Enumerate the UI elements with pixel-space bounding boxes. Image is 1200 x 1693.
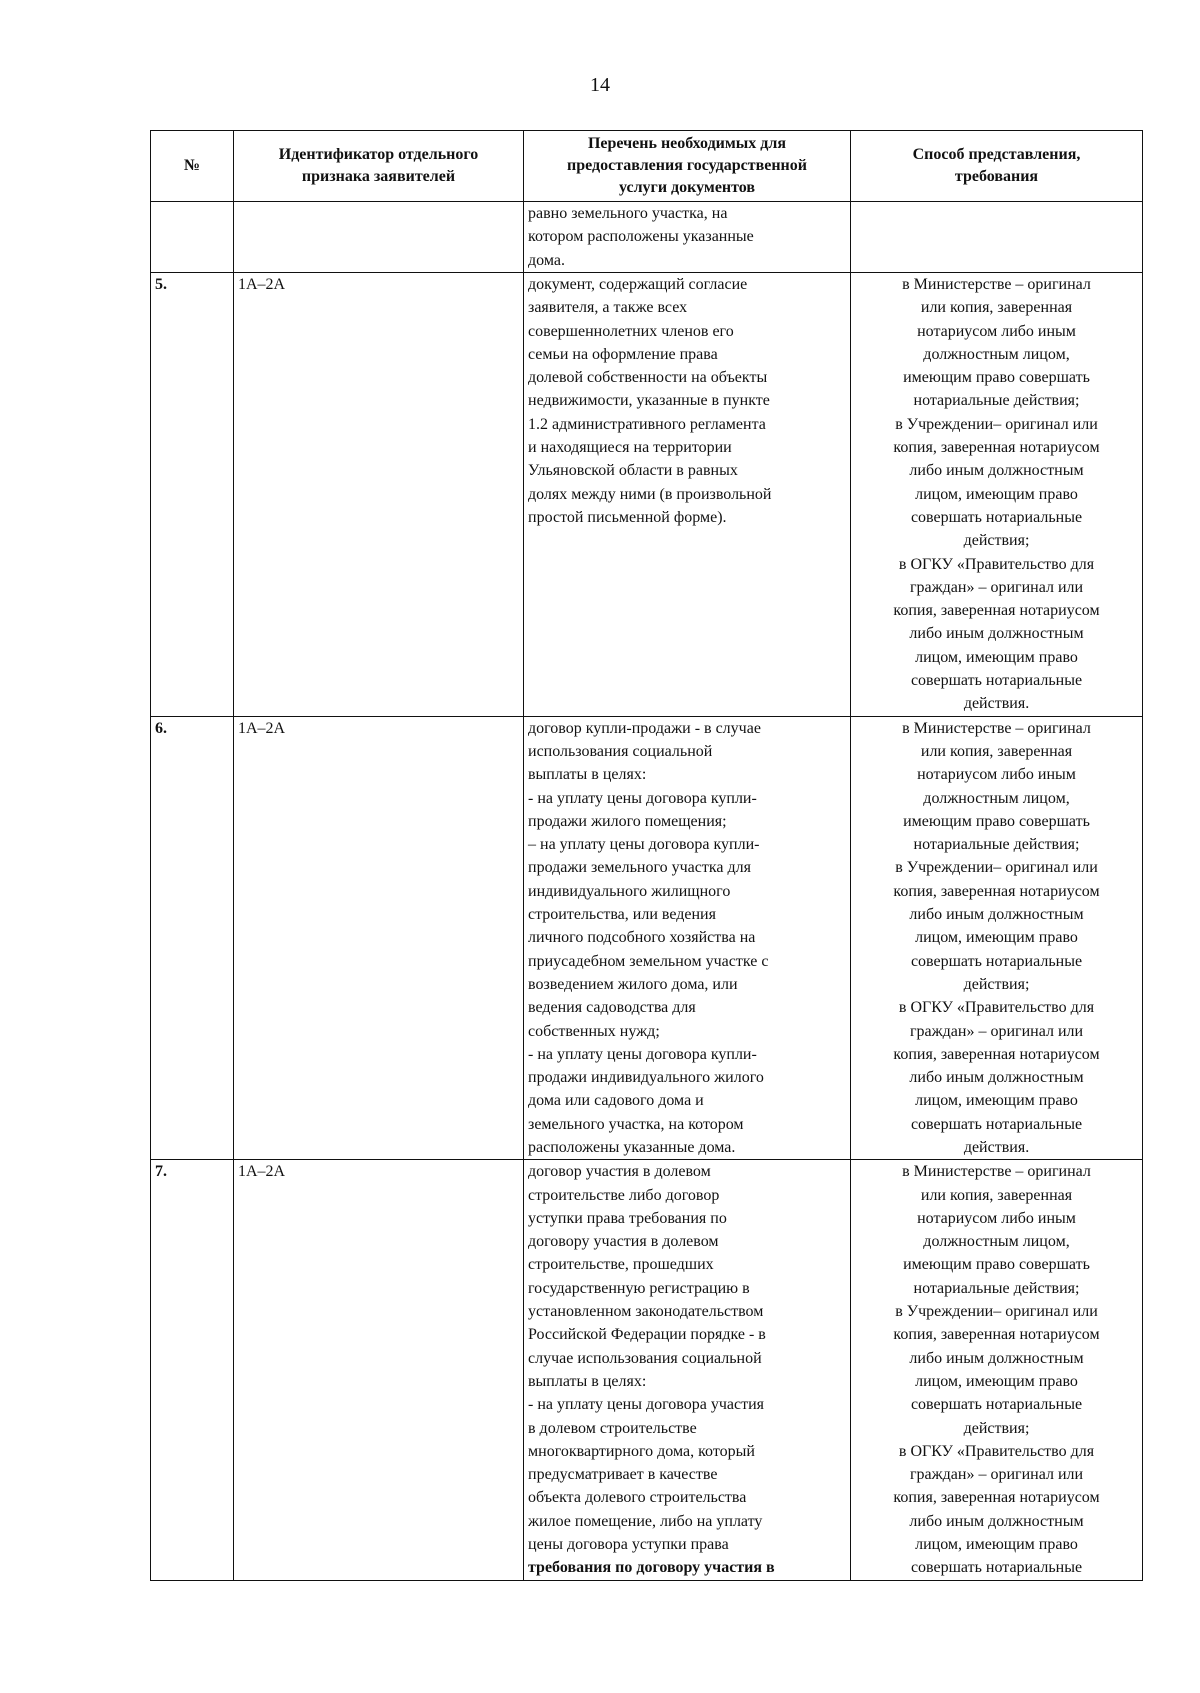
method-line: копия, заверенная нотариусом xyxy=(893,882,1100,900)
method-line: лицом, имеющим право xyxy=(915,1372,1078,1390)
documents-line: продажи жилого помещения; xyxy=(528,812,727,830)
method-line: должностным лицом, xyxy=(923,789,1070,807)
documents-line: документ, содержащий согласие xyxy=(528,276,748,293)
method-line: в Министерстве – оригинал xyxy=(902,1163,1091,1181)
documents-line: - на уплату цены договора купли- xyxy=(528,789,757,807)
method-line: в Министерстве – оригинал xyxy=(902,719,1091,737)
documents-line: цены договора уступки права xyxy=(528,1536,729,1554)
cell-identifier xyxy=(234,202,524,273)
table-header-row xyxy=(151,131,1143,202)
documents-line: возведением жилого дома, или xyxy=(528,975,738,993)
page-number: 14 xyxy=(590,74,610,96)
documents-line: долевой собственности на объекты xyxy=(528,369,768,387)
documents-line: – на уплату цены договора купли- xyxy=(528,836,760,854)
documents-line: долях между ними (в произвольной xyxy=(528,485,772,503)
cell-identifier: 1А–2А xyxy=(234,273,524,717)
method-line: в Учреждении– оригинал или xyxy=(895,859,1098,877)
method-line: копия, заверенная нотариусом xyxy=(893,1489,1100,1507)
documents-line: объекта долевого строительства xyxy=(528,1489,747,1507)
documents-line: и находящиеся на территории xyxy=(528,439,732,457)
method-line: нотариусом либо иным xyxy=(917,1209,1076,1227)
documents-line: уступки права требования по xyxy=(528,1209,727,1227)
documents-line: простой письменной форме). xyxy=(528,508,727,526)
method-line: имеющим право совершать xyxy=(903,812,1090,830)
method-line: действия; xyxy=(963,975,1030,993)
header-num: № xyxy=(151,131,234,202)
method-line: лицом, имеющим право xyxy=(915,648,1078,666)
documents-line: совершеннолетних членов его xyxy=(528,322,734,340)
method-line: или копия, заверенная xyxy=(920,299,1073,317)
method-line: нотариальные действия; xyxy=(913,392,1080,410)
documents-line: - на уплату цены договора купли- xyxy=(528,1045,757,1063)
method-line: имеющим право совершать xyxy=(903,1256,1090,1274)
documents-line: расположены указанные дома. xyxy=(528,1138,736,1156)
documents-line: приусадебном земельном участке с xyxy=(528,952,769,970)
documents-line: 1.2 административного регламента xyxy=(528,415,766,433)
documents-line: договор участия в долевом xyxy=(528,1163,711,1181)
documents-line: собственных нужд; xyxy=(528,1022,660,1040)
cell-identifier: 1А–2А xyxy=(234,1160,524,1580)
method-line: лицом, имеющим право xyxy=(915,929,1078,947)
documents-line: случае использования социальной xyxy=(528,1349,762,1367)
method-line: копия, заверенная нотариусом xyxy=(893,1045,1100,1063)
cell-documents: равно земельного участка, на котором расположены указанные дома. xyxy=(524,202,851,273)
header-documents: Перечень необходимых для предоставления государственной услуги документов xyxy=(524,131,851,202)
method-line: нотариусом либо иным xyxy=(917,322,1076,340)
method-line: действия; xyxy=(963,1419,1030,1437)
method-line: в Учреждении– оригинал или xyxy=(895,415,1098,433)
documents-line: строительства, или ведения xyxy=(528,906,716,924)
method-line: нотариальные действия; xyxy=(913,1279,1080,1297)
documents-line: в долевом строительстве xyxy=(528,1419,697,1437)
method-line: в ОГКУ «Правительство для xyxy=(898,999,1095,1017)
documents-line: жилое помещение, либо на уплату xyxy=(528,1512,763,1530)
documents-line: Российской Федерации порядке - в xyxy=(528,1326,766,1344)
method-line: либо иным должностным xyxy=(909,1069,1084,1087)
cell-num: 5. xyxy=(151,273,234,717)
method-line: совершать нотариальные xyxy=(910,952,1083,970)
documents-line: семьи на оформление права xyxy=(528,345,718,363)
method-line: совершать нотариальные xyxy=(910,1396,1083,1414)
method-line: копия, заверенная нотариусом xyxy=(893,602,1100,620)
method-line: действия. xyxy=(963,1138,1030,1156)
table-row xyxy=(151,1160,1143,1580)
documents-line: продажи земельного участка для xyxy=(528,859,751,877)
cell-documents xyxy=(524,1160,851,1580)
documents-line: строительстве, прошедших xyxy=(528,1256,714,1274)
method-line: либо иным должностным xyxy=(909,1349,1084,1367)
cell-num xyxy=(151,202,234,273)
cell-method xyxy=(851,1160,1143,1580)
method-line: лицом, имеющим право xyxy=(915,1536,1078,1554)
table-row xyxy=(151,273,1143,717)
method-line: действия; xyxy=(963,532,1030,550)
documents-line: ведения садоводства для xyxy=(528,999,696,1017)
cell-documents xyxy=(524,273,851,717)
documents-line: договору участия в долевом xyxy=(528,1233,719,1251)
documents-line: государственную регистрацию в xyxy=(528,1279,750,1297)
method-line: в Министерстве – оригинал xyxy=(902,276,1091,293)
method-line: или копия, заверенная xyxy=(920,742,1073,760)
method-line: копия, заверенная нотариусом xyxy=(893,1326,1100,1344)
method-line: должностным лицом, xyxy=(923,1233,1070,1251)
documents-line: многоквартирного дома, который xyxy=(528,1442,755,1460)
documents-line: требования по договору участия в xyxy=(528,1559,775,1577)
method-line: либо иным должностным xyxy=(909,625,1084,643)
method-line: имеющим право совершать xyxy=(903,369,1090,387)
method-line: или копия, заверенная xyxy=(920,1186,1073,1204)
cell-num: 7. xyxy=(151,1160,234,1580)
method-line: в ОГКУ «Правительство для xyxy=(898,1442,1095,1460)
documents-line: личного подсобного хозяйства на xyxy=(528,929,756,947)
documents-line: выплаты в целях: xyxy=(528,1372,647,1390)
cell-num: 6. xyxy=(151,716,234,1160)
header-method: Способ представления, требования xyxy=(851,131,1143,202)
cell-method xyxy=(851,273,1143,717)
documents-line: строительстве либо договор xyxy=(528,1186,720,1204)
documents-line: использования социальной xyxy=(528,742,713,760)
table-row-continuation xyxy=(151,202,1143,273)
cell-method xyxy=(851,716,1143,1160)
documents-line: предусматривает в качестве xyxy=(528,1466,718,1484)
documents-line: установленном законодательством xyxy=(528,1303,764,1321)
requirements-table xyxy=(150,130,1143,1581)
method-line: нотариальные действия; xyxy=(913,836,1080,854)
documents-line: договор купли-продажи - в случае xyxy=(528,719,761,737)
method-line: действия. xyxy=(963,695,1030,713)
method-line: либо иным должностным xyxy=(909,1512,1084,1530)
cell-method xyxy=(851,202,1143,273)
documents-line: недвижимости, указанные в пункте xyxy=(528,392,770,410)
documents-line: индивидуального жилищного xyxy=(528,882,731,900)
method-line: граждан» – оригинал или xyxy=(909,1022,1084,1040)
cell-documents xyxy=(524,716,851,1160)
method-line: совершать нотариальные xyxy=(910,1559,1083,1577)
method-line: либо иным должностным xyxy=(909,906,1084,924)
method-line: граждан» – оригинал или xyxy=(909,578,1084,596)
method-line: совершать нотариальные xyxy=(910,672,1083,690)
cell-identifier: 1А–2А xyxy=(234,716,524,1160)
method-line: копия, заверенная нотариусом xyxy=(893,439,1100,457)
method-line: в ОГКУ «Правительство для xyxy=(898,555,1095,573)
documents-line: заявителя, а также всех xyxy=(528,299,688,317)
header-identifier: Идентификатор отдельного признака заявителей xyxy=(234,131,524,202)
method-line: лицом, имеющим право xyxy=(915,485,1078,503)
method-line: должностным лицом, xyxy=(923,345,1070,363)
method-line: в Учреждении– оригинал или xyxy=(895,1303,1098,1321)
documents-line: выплаты в целях: xyxy=(528,766,647,784)
documents-line: Ульяновской области в равных xyxy=(528,462,738,480)
table-row xyxy=(151,716,1143,1160)
method-line: совершать нотариальные xyxy=(910,1115,1083,1133)
method-line: совершать нотариальные xyxy=(910,508,1083,526)
documents-line: продажи индивидуального жилого xyxy=(528,1069,764,1087)
method-line: нотариусом либо иным xyxy=(917,766,1076,784)
method-line: лицом, имеющим право xyxy=(915,1092,1078,1110)
documents-line: дома или садового дома и xyxy=(528,1092,704,1110)
documents-line: земельного участка, на котором xyxy=(528,1115,744,1133)
method-line: либо иным должностным xyxy=(909,462,1084,480)
method-line: граждан» – оригинал или xyxy=(909,1466,1084,1484)
documents-line: - на уплату цены договора участия xyxy=(528,1396,764,1414)
